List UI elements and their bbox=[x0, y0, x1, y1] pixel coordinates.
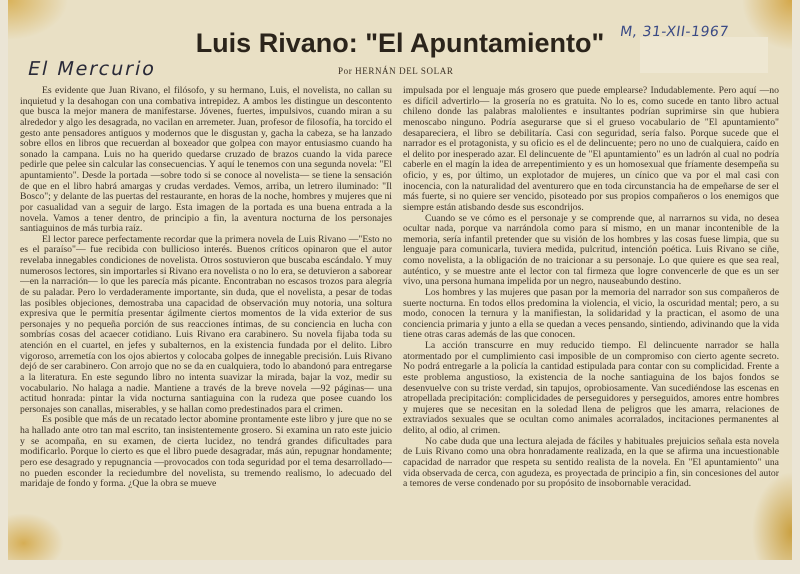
paragraph: Es evidente que Juan Rivano, el filósofo, y su hermano, Luis, el novelista, no callan su inquietud y la desahogan con una combativa intrepidez. A ambos les distingue un descontento que busca la mejor manera de manifestarse. Jóvenes, fuertes, impulsivos, cuando miran a su alrededor y algo les desagrada, no vacilan en arremeter. Juan, profesor de filosofía, ha torcido el gesto ante pensadores antiguos y modernos que le disgustan y, gacha la cabeza, se ha lanzado sobre ellos en libros que recuerdan al boxeador que golpea con mayor entusiasmo cuando ha sonado la campana. Luis no ha querido quedarse cruzado de brazos cuando la vida parece pedirle que pelee sin calcular las consecuencias. Y aquí le tenemos con una segunda novela: "El apuntamiento". Desde la portada —sobre todo si se conoce al novelista— se tiene la sensación de que en el libro habrá amargas y crudas verdades. Vemos, arriba, un letrero iluminado: "Il Bosco"; y delante de las puertas del restaurante, en horas de la noche, hombres y mujeres que ni por casualidad van a seguir de largo. Esta imagen de la portada es una buena entrada a la novela. Vamos a tener dentro, de principio a fin, la aventura nocturna de los personajes santiaguinos de más turbia raíz. bbox=[20, 86, 392, 235]
paragraph: impulsada por el lenguaje más grosero que puede emplearse? Indudablemente. Pero aquí —no es difícil advertirlo— la grosería no es gratuita. No lo es, como sucede en tanto libro actual chileno donde las palabras malolientes e insultantes podrían suprimirse sin que hubiera menoscabo ninguno. Podría asegurarse que si el grueso vocabulario de "El apuntamiento" desapareciera, el libro se debilitaría. Casi con seguridad, sería falso. Porque sucede que el narrador es el protagonista, y su oficio es el de delincuente; pero no uno de cualquiera, caído en el delito por inesperado azar. El delincuente de "El apuntamiento" es un ladrón al cual no podría caberle en el magín la idea de arrepentimiento y es un homosexual que fríamente desempeña su oficio, y es, por último, un explotador de mujeres, un cínico que va por el mal casi con inocencia, con la naturalidad del aventurero que en toda circunstancia ha de empeñarse de ser el más fuerte, si no quiere ser vencido, pisoteado por sus propios compañeros o los enemigos que siempre están atisbando desde sus escondrijos. bbox=[403, 86, 779, 213]
handwritten-date: M, 31-XII-1967 bbox=[618, 24, 730, 40]
handwritten-masthead: El Mercurio bbox=[25, 58, 159, 80]
byline: Por HERNÁN DEL SOLAR bbox=[338, 66, 454, 76]
paragraph: El lector parece perfectamente recordar que la primera novela de Luis Rivano —"Esto no es el paraíso"— fue recibida con bullicioso interés. Buenos críticos opinaron que el autor revelaba innegables condiciones de novelista. Otros sostuvieron que buscaba escándalo. Y muy numerosos lectores, sin importarles si Rivano era novelista o no lo era, se detuvieron a saborear —en la narración— lo que les parecía más picante. Encontraban no escasos trozos para alegría de su paladar. Pero lo verdaderamente importante, sin duda, que el novelista, a pesar de todas las posibles objeciones, demostraba una capacidad de observación muy notoria, una soltura expresiva que le permitía presentar ágilmente ciertos momentos de la vida exterior de sus personajes y no pequeña porción de sus reacciones íntimas, de su conciencia en lucha con sombrías cosas del acaecer cotidiano. Luis Rivano era carabinero. Su novela fijaba toda su atención en el cuartel, en jefes y subalternos, en la existencia fundada por el delito. Libro vigoroso, arremetía con los ojos abiertos y colocaba golpes de innegable precisión. Luis Rivano dejó de ser carabinero. Con arrojo que no se da en cualquiera, todo lo abandonó para entregarse a la literatura. En este segundo libro no intenta suavizar la mirada, bajar la voz, medir su vocabulario. No halaga a nadie. Mantiene a través de la breve novela —92 páginas— una actitud honrada: pintar la vida nocturna santiaguina con la rudeza que posee cuando los personajes son canallas, miserables, y se hallan como predestinados para el crimen. bbox=[20, 233, 392, 415]
paragraph: Los hombres y las mujeres que pasan por la memoria del narrador son sus compañeros de suerte nocturna. En todos ellos predomina la violencia, el vicio, la oscuridad mental; pero, a su modo, conocen la ternura y la manifiestan, la solidaridad y la practican, el asomo de una conciencia primaria y junto a ella se quedan a veces pensando, sintiendo, adivinando que la vida tiene otras caras además de las que conocen. bbox=[403, 286, 779, 341]
paragraph: Cuando se ve cómo es el personaje y se comprende que, al narrarnos su vida, no desea ocultar nada, porque va narrándola como para sí mismo, en un manar incontenible de la memoria, sería infantil pretender que su visión de los hombres y las cosas fuese limpia, que su lenguaje para comunicarla, tuviera medida, pulcritud, intención poética. Luis Rivano se ciñe, como novelista, a la obligación de no traicionar a su personaje. Lo que quiere es que sea real, auténtico, y se muestre ante el lector con tal firmeza que logre convencerle de que es un ser vivo, una persona humana impelida por un negro, nauseabundo destino. bbox=[403, 212, 779, 288]
article-title: Luis Rivano: "El Apuntamiento" bbox=[195, 28, 605, 58]
paragraph: No cabe duda que una lectura alejada de fáciles y habituales prejuicios señala esta novela de Luis Rivano como una obra honradamente realizada, en la que se afirma una incuestionable capacidad de narrador que respeta su sentido realista de la novela. En "El apuntamiento" una vida observada de cerca, con agudeza, es proyectada de principio a fin, sin concesiones del autor a temores de verse condenado por su propósito de insobornable veracidad. bbox=[403, 435, 779, 490]
paragraph: Es posible que más de un recatado lector abomine prontamente este libro y jure que no se ha hallado ante otro tan mal escrito, tan insistentemente grosero. Si examina un rato este juicio y se acompaña, en su examen, de cierta lucidez, no tendrá grandes dificultades para modificarlo. Porque lo cierto es que el libro puede desagradar, más aún, repugnar hondamente; pero ese desagrado y repugnancia —provocados con toda seguridad por el tema desarrollado— no pueden esconder la reciedumbre del novelista, su tremendo realismo, lo adecuado del maridaje de fondo y forma. ¿Que la obra se mueve bbox=[20, 414, 392, 490]
right-column bbox=[403, 86, 779, 548]
newspaper-clipping bbox=[8, 0, 792, 560]
left-column bbox=[20, 86, 392, 548]
paragraph: La acción transcurre en muy reducido tiempo. El delincuente narrador se halla atormentado por el cumplimiento casi imposible de un compromiso con cierto agente secreto. No podrá entregarle a la policía la cantidad estipulada para contar con su complicidad. Frente a este problema angustioso, la existencia de la noche santiaguina de los bajos fondos se desenvuelve con su triste verdad, sin tapujos, oprobiosamente. Van sucediéndose las escenas en atropellada precipitación: complicidades de perseguidores y perseguidos, amores entre hombres y mujeres que se necesitan en la soledad llena de peligros que les amarra, relaciones de extraviados sexuales que se ocultan como animales acorralados, incitaciones permanentes al delito, al odio, al crimen. bbox=[403, 340, 779, 436]
